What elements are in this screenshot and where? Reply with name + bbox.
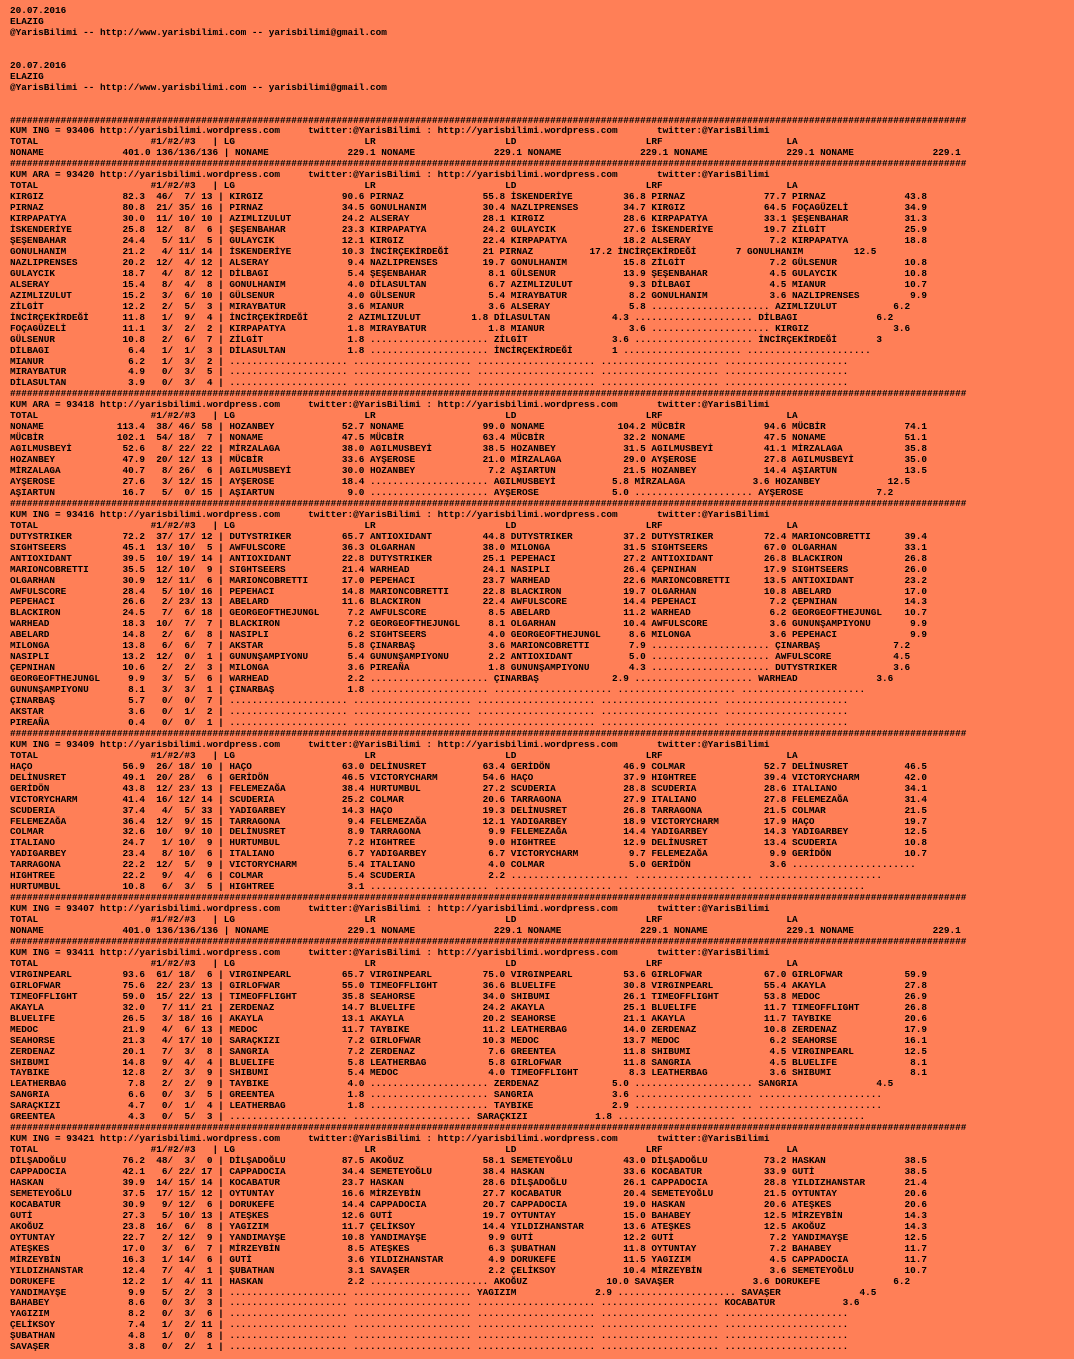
race-prediction-report: 20.07.2016 ELAZIG @YarisBilimi -- http://www.yarisbilimi.com -- yarisbilimi@gmail.com 20.07.2016 ELAZIG @YarisBilimi -- http://www.yarisbilimi.com -- yarisbilimi@gmail.com ########################################################################################################################################################################## KUM ING = 93406 http://yarisbilimi.wordpress.com twitter:@YarisBilimi : http://yarisbilimi.wordpress.com twitter:@YarisBilimi TOTAL #1/#2/#3 | LG LR LD LRF LA NONAME 401.0 136/136/136 | NONAME 229.1 NONAME 229.1 NONAME 229.1 NONAME 229.1 NONAME 229.1 ########################################################################################################################################################################## KUM ARA = 93420 http://yarisbilimi.wordpress.com twitter:@YarisBilimi : http://yarisbilimi.wordpress.com twitter:@YarisBilimi TOTAL #1/#2/#3 | LG LR LD LRF LA KIRGIZ 82.3 46/ 7/ 13 | KIRGIZ 90.6 PIRNAZ 55.8 İSKENDERİYE 36.8 PIRNAZ 77.7 PIRNAZ 43.8 PIRNAZ 80.8 21/ 35/ 16 | PIRNAZ 34.5 GONULHANIM 30.4 NAZLIPRENSES 34.7 KIRGIZ 64.5 FOÇAGÜZELİ 34.9 KIRPAPATYA 30.0 11/ 10/ 10 | AZIMLIZULUT 24.2 ALSERAY 28.1 KIRGIZ 28.6 KIRPAPATYA 33.1 ŞEŞENBAHAR 31.3 İSKENDERİYE 25.8 12/ 8/ 6 | ŞEŞENBAHAR 23.3 KIRPAPATYA 24.2 GULAYCIK 27.6 İSKENDERİYE 19.7 ZİLGİT 25.9 ŞEŞENBAHAR 24.4 5/ 11/ 5 | GULAYCIK 12.1 KIRGIZ 22.4 KIRPAPATYA 18.2 ALSERAY 7.2 KIRPAPATYA 18.8 GONULHANIM 21.2 4/ 11/ 14 | İSKENDERİYE 10.3 İNCİRÇEKİRDEĞİ 21 PIRNAZ 17.2 İNCİRÇEKİRDEĞİ 7 GONULHANIM 12.5 NAZLIPRENSES 20.2 12/ 4/ 12 | ALSERAY 9.4 NAZLIPRENSES 19.7 GONULHANIM 15.8 ZİLGİT 7.2 GÜLSENUR 10.8 GULAYCIK 18.7 4/ 8/ 12 | DİLBAGI 5.4 ŞEŞENBAHAR 8.1 GÜLSENUR 13.9 ŞEŞENBAHAR 4.5 GULAYCIK 10.8 ALSERAY 15.4 8/ 4/ 8 | GONULHANIM 4.0 DİLASULTAN 6.7 AZIMLIZULUT 9.3 DİLBAGI 4.5 MIANUR 10.7 AZIMLIZULUT 15.2 3/ 6/ 10 | GÜLSENUR 4.0 GÜLSENUR 5.4 MIRAYBATUR 8.2 GONULHANIM 3.6 NAZLIPRENSES 9.9 ZİLGİT 12.2 2/ 5/ 3 | MIRAYBATUR 3.6 MIANUR 3.6 ALSERAY 5.8 ..................... AZIMLIZULUT 6.2 İNCİRÇEKİRDEĞİ 11.8 1/ 9/ 4 | İNCİRÇEKİRDEĞİ 2 AZIMLIZULUT 1.8 DİLASULTAN 4.3 ..................... DİLBAGI 6.2 FOÇAGÜZELİ 11.1 3/ 2/ 2 | KIRPAPATYA 1.8 MIRAYBATUR 1.8 MIANUR 3.6 ..................... KIRGIZ 3.6 GÜLSENUR 10.8 2/ 6/ 7 | ZİLGİT 1.8 ..................... ZİLGİT 3.6 ..................... İNCİRÇEKİRDEĞİ 3 DİLBAGI 6.4 1/ 1/ 3 | DİLASULTAN 1.8 ..................... İNCİRÇEKİRDEĞİ 1 ..................... ...................... MIANUR 6.2 1/ 3/ 2 | ..................... ..................... ..................... ..................... ...................... MIRAYBATUR 4.9 0/ 3/ 5 | ..................... ..................... ..................... ..................... ...................... DİLASULTAN 3.9 0/ 3/ 4 | ..................... ..................... ..................... ..................... ...................... ########################################################################################################################################################################## KUM ARA = 93418 http://yarisbilimi.wordpress.com twitter:@YarisBilimi : http://yarisbilimi.wordpress.com twitter:@YarisBilimi TOTAL #1/#2/#3 | LG LR LD LRF LA NONAME 113.4 38/ 46/ 58 | HOZANBEY 52.7 NONAME 99.0 NONAME 104.2 MÜCBİR 94.6 MÜCBİR 74.1 MÜCBİR 102.1 54/ 18/ 7 | NONAME 47.5 MÜCBİR 63.4 MÜCBİR 32.2 NONAME 47.5 NONAME 51.1 AGILMUSBEYİ 52.6 8/ 22/ 22 | MİRZALAGA 38.0 AGILMUSBEYİ 38.5 HOZANBEY 31.5 AGILMUSBEYİ 41.1 MİRZALAGA 35.8 HOZANBEY 47.9 20/ 12/ 13 | MÜCBİR 33.6 AYŞEROSE 21.0 MİRZALAGA 29.0 AYŞEROSE 27.8 AGILMUSBEYİ 35.0 MİRZALAGA 40.7 8/ 26/ 6 | AGILMUSBEYİ 30.0 HOZANBEY 7.2 AŞIARTUN 21.5 HOZANBEY 14.4 AŞIARTUN 13.5 AYŞEROSE 27.6 3/ 12/ 15 | AYŞEROSE 18.4 ..................... AGILMUSBEYİ 5.8 MİRZALAGA 3.6 HOZANBEY 12.5 AŞIARTUN 16.7 5/ 0/ 15 | AŞIARTUN 9.0 ..................... AYŞEROSE 5.0 ..................... AYŞEROSE 7.2 ########################################################################################################################################################################## KUM ING = 93416 http://yarisbilimi.wordpress.com twitter:@YarisBilimi : http://yarisbilimi.wordpress.com twitter:@YarisBilimi TOTAL #1/#2/#3 | LG LR LD LRF LA DUTYSTRIKER 72.2 37/ 17/ 12 | DUTYSTRIKER 65.7 ANTIOXIDANT 44.8 DUTYSTRIKER 37.2 DUTYSTRIKER 72.4 MARIONCOBRETTI 39.4 SIGHTSEERS 45.1 13/ 10/ 5 | AWFULSCORE 36.3 OLGARHAN 38.0 MILONGA 31.5 SIGHTSEERS 67.0 OLGARHAN 33.1 ANTIOXIDANT 39.5 10/ 19/ 14 | ANTIOXIDANT 22.8 DUTYSTRIKER 25.1 PEPEHACI 27.2 ANTIOXIDANT 26.8 BLACKIRON 26.8 MARIONCOBRETTI 35.5 12/ 10/ 9 | SIGHTSEERS 21.4 WARHEAD 24.1 NASIPLI 26.4 ÇEPNIHAN 17.9 SIGHTSEERS 26.0 OLGARHAN 30.9 12/ 11/ 6 | MARIONCOBRETTI 17.0 PEPEHACI 23.7 WARHEAD 22.6 MARIONCOBRETTI 13.5 ANTIOXIDANT 23.2 AWFULSCORE 28.4 5/ 10/ 16 | PEPEHACI 14.8 MARIONCOBRETTI 22.8 BLACKIRON 19.7 OLGARHAN 10.8 ABELARD 17.0 PEPEHACI 26.6 2/ 23/ 13 | ABELARD 11.6 BLACKIRON 22.4 AWFULSCORE 14.4 PEPEHACI 7.2 ÇEPNIHAN 14.3 BLACKIRON 24.5 7/ 6/ 18 | GEORGEOFTHEJUNGL 7.2 AWFULSCORE 8.5 ABELARD 11.2 WARHEAD 6.2 GEORGEOFTHEJUNGL 10.7 WARHEAD 18.3 10/ 7/ 7 | BLACKIRON 7.2 GEORGEOFTHEJUNGL 8.1 OLGARHAN 10.4 AWFULSCORE 3.6 GUNUNŞAMPIYONU 9.9 ABELARD 14.8 2/ 6/ 8 | NASIPLI 6.2 SIGHTSEERS 4.0 GEORGEOFTHEJUNGL 8.6 MILONGA 3.6 PEPEHACI 9.9 MILONGA 13.8 6/ 6/ 7 | AKSTAR 5.8 ÇINARBAŞ 3.6 MARIONCOBRETTI 7.9 ..................... ÇINARBAŞ 7.2 NASIPLI 13.2 12/ 0/ 1 | GUNUNŞAMPIYONU 5.4 GUNUNŞAMPIYONU 2.2 ANTIOXIDANT 5.0 ..................... AWFULSCORE 4.5 ÇEPNIHAN 10.6 2/ 2/ 3 | MILONGA 3.6 PIREAÑA 1.8 GUNUNŞAMPIYONU 4.3 ..................... DUTYSTRIKER 3.6 GEORGEOFTHEJUNGL 9.9 3/ 5/ 6 | WARHEAD 2.2 ..................... ÇINARBAŞ 2.9 ..................... WARHEAD 3.6 GUNUNŞAMPIYONU 8.1 3/ 3/ 1 | ÇINARBAŞ 1.8 ..................... ..................... ..................... ...................... ÇINARBAŞ 5.7 0/ 0/ 7 | ..................... ..................... ..................... ..................... ...................... AKSTAR 3.6 0/ 1/ 2 | ..................... ..................... ..................... ..................... ...................... PIREAÑA 0.4 0/ 0/ 1 | ..................... ..................... ..................... ..................... ...................... ########################################################################################################################################################################## KUM ING = 93409 http://yarisbilimi.wordpress.com twitter:@YarisBilimi : http://yarisbilimi.wordpress.com twitter:@YarisBilimi TOTAL #1/#2/#3 | LG LR LD LRF LA HAÇO 56.9 26/ 18/ 10 | HAÇO 63.0 DELİNUSRET 63.4 GERİDÖN 46.9 COLMAR 52.7 DELİNUSRET 46.5 DELİNUSRET 49.1 20/ 28/ 6 | GERİDÖN 46.5 VICTORYCHARM 54.6 HAÇO 37.9 HIGHTREE 39.4 VICTORYCHARM 42.0 GERİDÖN 43.8 12/ 23/ 13 | FELEMEZAĞA 38.4 HURTUMBUL 27.2 SCUDERIA 28.8 SCUDERIA 28.6 ITALIANO 34.1 VICTORYCHARM 41.4 16/ 12/ 14 | SCUDERIA 25.2 COLMAR 20.6 TARRAGONA 27.9 ITALIANO 27.8 FELEMEZAĞA 31.4 SCUDERIA 37.4 4/ 5/ 33 | YADIGARBEY 14.3 HAÇO 19.3 DELİNUSRET 26.8 TARRAGONA 21.5 COLMAR 21.5 FELEMEZAĞA 36.4 12/ 9/ 15 | TARRAGONA 9.4 FELEMEZAĞA 12.1 YADIGARBEY 18.9 VICTORYCHARM 17.9 HAÇO 19.7 COLMAR 32.6 10/ 9/ 10 | DELİNUSRET 8.9 TARRAGONA 9.9 FELEMEZAĞA 14.4 YADIGARBEY 14.3 YADIGARBEY 12.5 ITALIANO 24.7 1/ 10/ 9 | HURTUMBUL 7.2 HIGHTREE 9.0 HIGHTREE 12.9 DELİNUSRET 13.4 SCUDERIA 10.8 YADIGARBEY 23.4 8/ 10/ 6 | ITALIANO 6.7 YADIGARBEY 6.7 VICTORYCHARM 9.7 FELEMEZAĞA 9.9 GERİDÖN 10.7 TARRAGONA 22.2 12/ 5/ 9 | VICTORYCHARM 5.4 ITALIANO 4.0 COLMAR 5.0 GERİDÖN 3.6 ...................... HIGHTREE 22.2 9/ 4/ 6 | COLMAR 5.4 SCUDERIA 2.2 ..................... ..................... ...................... HURTUMBUL 10.8 6/ 3/ 5 | HIGHTREE 3.1 ..................... ..................... ..................... ...................... ########################################################################################################################################################################## KUM ING = 93407 http://yarisbilimi.wordpress.com twitter:@YarisBilimi : http://yarisbilimi.wordpress.com twitter:@YarisBilimi TOTAL #1/#2/#3 | LG LR LD LRF LA NONAME 401.0 136/136/136 | NONAME 229.1 NONAME 229.1 NONAME 229.1 NONAME 229.1 NONAME 229.1 ########################################################################################################################################################################## KUM ING = 93411 http://yarisbilimi.wordpress.com twitter:@YarisBilimi : http://yarisbilimi.wordpress.com twitter:@YarisBilimi TOTAL #1/#2/#3 | LG LR LD LRF LA VIRGINPEARL 93.6 61/ 18/ 6 | VIRGINPEARL 65.7 VIRGINPEARL 75.0 VIRGINPEARL 53.6 GIRLOFWAR 67.0 GIRLOFWAR 59.9 GIRLOFWAR 75.6 22/ 23/ 13 | GIRLOFWAR 55.0 TIMEOFFLIGHT 36.6 BLUELIFE 30.8 VIRGINPEARL 55.4 AKAYLA 27.8 TIMEOFFLIGHT 59.0 15/ 22/ 13 | TIMEOFFLIGHT 35.8 SEAHORSE 34.0 SHIBUMI 26.1 TIMEOFFLIGHT 53.8 MEDOC 26.9 AKAYLA 32.0 7/ 11/ 21 | ZERDENAZ 14.7 BLUELIFE 24.2 AKAYLA 25.1 BLUELIFE 11.7 TIMEOFFLIGHT 26.8 BLUELIFE 26.5 3/ 18/ 16 | AKAYLA 13.1 AKAYLA 20.2 SEAHORSE 21.1 AKAYLA 11.7 TAYBIKE 20.6 MEDOC 21.9 4/ 6/ 13 | MEDOC 11.7 TAYBIKE 11.2 LEATHERBAG 14.0 ZERDENAZ 10.8 ZERDENAZ 17.9 SEAHORSE 21.3 4/ 17/ 10 | SARAÇKIZI 7.2 GIRLOFWAR 10.3 MEDOC 13.7 MEDOC 6.2 SEAHORSE 16.1 ZERDENAZ 20.1 7/ 3/ 8 | SANGRIA 7.2 ZERDENAZ 7.6 GREENTEA 11.8 SHIBUMI 4.5 VIRGINPEARL 12.5 SHIBUMI 14.8 9/ 4/ 4 | BLUELIFE 5.8 LEATHERBAG 5.8 GIRLOFWAR 11.8 SANGRIA 4.5 BLUELIFE 8.1 TAYBIKE 12.8 2/ 3/ 9 | SHIBUMI 5.4 MEDOC 4.0 TIMEOFFLIGHT 8.3 LEATHERBAG 3.6 SHIBUMI 8.1 LEATHERBAG 7.8 2/ 2/ 9 | TAYBIKE 4.0 ..................... ZERDENAZ 5.0 ..................... SANGRIA 4.5 SANGRIA 6.6 0/ 3/ 5 | GREENTEA 1.8 ..................... SANGRIA 3.6 ..................... ...................... SARAÇKIZI 4.7 0/ 1/ 4 | LEATHERBAG 1.8 ..................... TAYBIKE 2.9 ..................... ...................... GREENTEA 4.3 0/ 5/ 3 | ..................... ..................... SARAÇKIZI 1.8 ..................... ...................... ########################################################################################################################################################################## KUM ING = 93421 http://yarisbilimi.wordpress.com twitter:@YarisBilimi : http://yarisbilimi.wordpress.com twitter:@YarisBilimi TOTAL #1/#2/#3 | LG LR LD LRF LA DİLŞADOĞLU 76.2 48/ 3/ 0 | DİLŞADOĞLU 87.5 AKOĞUZ 58.1 SEMETEYOĞLU 43.0 DİLŞADOĞLU 73.2 HASKAN 38.5 CAPPADOCIA 42.1 6/ 22/ 17 | CAPPADOCIA 34.4 SEMETEYOĞLU 38.4 HASKAN 33.6 KOCABATUR 33.9 GUTİ 38.5 HASKAN 39.9 14/ 15/ 14 | KOCABATUR 23.7 HASKAN 28.6 DİLŞADOĞLU 26.1 CAPPADOCIA 28.8 YILDIZHANSTAR 21.4 SEMETEYOĞLU 37.5 17/ 15/ 12 | OYTUNTAY 16.6 MİRZEYBİN 27.7 KOCABATUR 20.4 SEMETEYOĞLU 21.5 OYTUNTAY 20.6 KOCABATUR 30.9 9/ 12/ 6 | DORUKEFE 14.4 CAPPADOCIA 20.7 CAPPADOCIA 19.0 HASKAN 20.6 ATEŞKES 20.6 GUTİ 27.3 5/ 10/ 13 | ATEŞKES 12.6 GUTİ 19.7 OYTUNTAY 15.0 BAHABEY 12.5 MİRZEYBİN 14.3 AKOĞUZ 23.8 16/ 6/ 8 | YAGIZIM 11.7 ÇELİKSOY 14.4 YILDIZHANSTAR 13.6 ATEŞKES 12.5 AKOĞUZ 14.3 OYTUNTAY 22.7 2/ 12/ 9 | YANDIMAYŞE 10.8 YANDIMAYŞE 9.9 GUTİ 12.2 GUTİ 7.2 YANDIMAYŞE 12.5 ATEŞKES 17.0 3/ 6/ 7 | MİRZEYBİN 8.5 ATEŞKES 6.3 ŞUBATHAN 11.8 OYTUNTAY 7.2 BAHABEY 11.7 MİRZEYBİN 16.3 1/ 14/ 6 | GUTİ 3.6 YILDIZHANSTAR 4.9 DORUKEFE 11.5 YAGIZIM 4.5 CAPPADOCIA 11.7 YILDIZHANSTAR 12.4 7/ 4/ 1 | ŞUBATHAN 3.1 SAVAŞER 2.2 ÇELİKSOY 10.4 MİRZEYBİN 3.6 SEMETEYOĞLU 10.7 DORUKEFE 12.2 1/ 4/ 11 | HASKAN 2.2 ..................... AKOĞUZ 10.0 SAVAŞER 3.6 DORUKEFE 6.2 YANDIMAYŞE 9.9 5/ 2/ 3 | ..................... ..................... YAGIZIM 2.9 ..................... SAVAŞER 4.5 BAHABEY 8.6 0/ 3/ 3 | ..................... ..................... ..................... ..................... KOCABATUR 3.6 YAGIZIM 8.2 0/ 3/ 6 | ..................... ..................... ..................... ..................... ...................... ÇELİKSOY 7.4 1/ 2/ 11 | ..................... ..................... ..................... ..................... ...................... ŞUBATHAN 4.8 1/ 0/ 8 | ..................... ..................... ..................... ..................... ...................... SAVAŞER 3.8 0/ 2/ 1 | ..................... ..................... ..................... ..................... ...................... <box>10 5 967 1353</box>
